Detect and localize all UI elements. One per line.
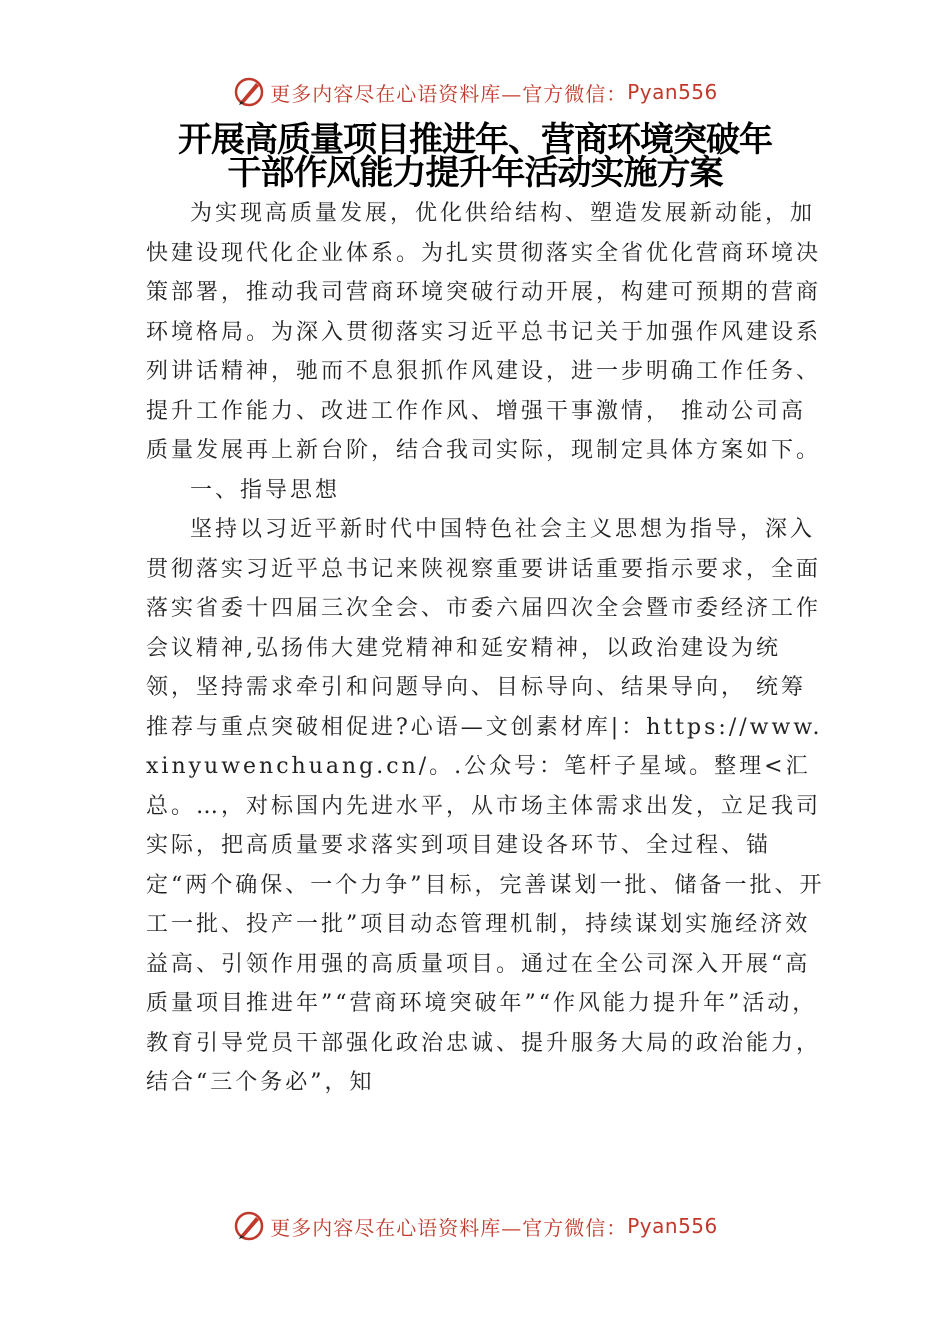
footer-banner — [0, 1206, 950, 1246]
header-banner — [0, 72, 950, 112]
pen-logo-icon — [232, 1209, 266, 1243]
paragraph-guiding-ideology: 坚持以习近平新时代中国特色社会主义思想为指导，深入贯彻落实习近平总书记来陕视察重要讲话重要指示要求，全面落实省委十四届三次全会、市委六届四次全会暨市委经济工作会议精神,弘扬伟大建党精神和延安精神，以政治建设为统领，坚持需求牵引和问题导向、目标导向、结果导向， 统筹推荐与重点突破相促进?心语—文创素材库|：https://www.xinyuwenchuang.cn/。.公众号：笔杆子星域。整理<汇总。…，对标国内先进水平，从市场主体需求出发，立足我司实际，把高质量要求落实到项目建设各环节、全过程、锚定“两个确保、一个力争”目标，完善谋划一批、储备一批、开工一批、投产一批”项目动态管理机制，持续谋划实施经济效益高、引领作用强的高质量项目。通过在全公司深入开展“高质量项目推进年”“营商环境突破年”“作风能力提升年”活动，教育引导党员干部强化政治忠诚、提升服务大局的政治能力，结合“三个务必”，知 — [146, 517, 825, 1095]
paragraph-intro: 为实现高质量发展，优化供给结构、塑造发展新动能，加快建设现代化企业体系。为扎实贯彻落实全省优化营商环境决策部署，推动我司营商环境突破行动开展，构建可预期的营商环境格局。为深入贯彻落实习近平总书记关于加强作风建设系列讲话精神，驰而不息狠抓作风建设，进一步明确工作任务、提升工作能力、改进工作作风、增强干事激情， 推动公司高质量发展再上新台阶，结合我司实际，现制定具体方案如下。 — [146, 201, 822, 463]
document-title-line-1: 开展高质量项目推进年、营商环境突破年 — [178, 120, 772, 160]
document-body — [146, 194, 826, 1103]
pen-logo-icon — [232, 75, 266, 109]
section-heading-guiding-ideology: 一、指导思想 — [190, 477, 341, 503]
banner-text: 更多内容尽在心语资料库—官方微信： — [270, 1215, 628, 1240]
document-title-line-2: 干部作风能力提升年活动实施方案 — [227, 153, 723, 193]
banner-text: 更多内容尽在心语资料库—官方微信： — [270, 81, 628, 106]
banner-wechat-id: Pyan556 — [627, 1214, 718, 1238]
banner-wechat-id: Pyan556 — [627, 80, 718, 104]
